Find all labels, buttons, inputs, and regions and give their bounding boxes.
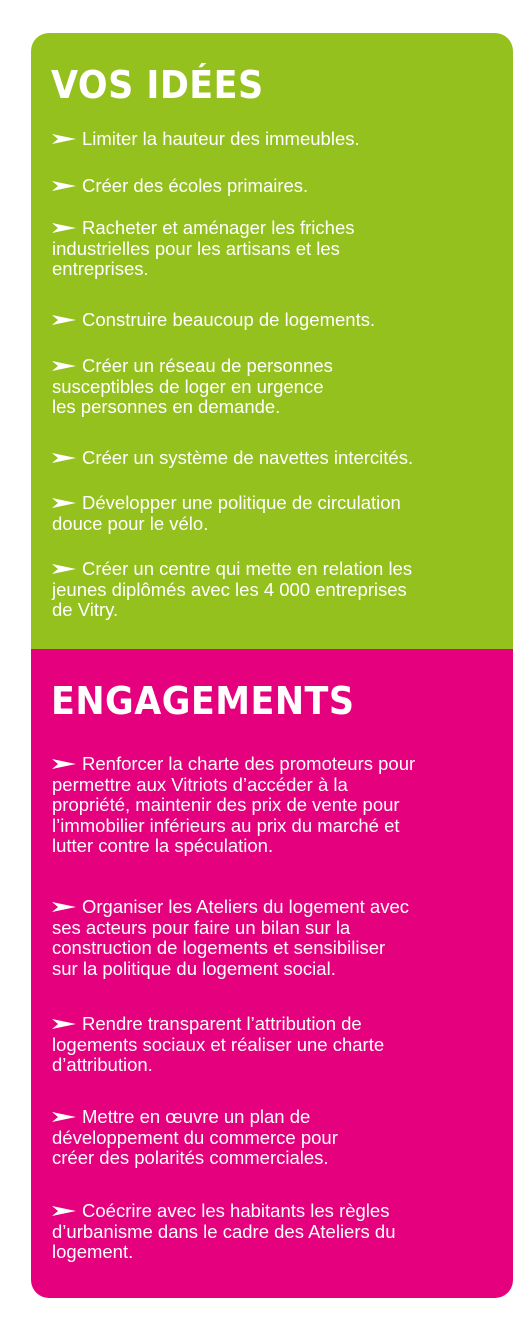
- arrow-right-icon: [52, 361, 76, 371]
- idea-text: Construire beaucoup de logements.: [82, 309, 376, 330]
- idea-item: [52, 356, 504, 418]
- arrow-right-icon: [52, 181, 76, 191]
- idea-item: [52, 176, 504, 197]
- idea-item: [52, 310, 504, 331]
- engagement-text: Mettre en œuvre un plan de développement du commerce pour créer des polarités commerciales.: [52, 1106, 338, 1168]
- engagements-title: ENGAGEMENTS: [51, 679, 355, 723]
- idea-item: [52, 493, 504, 534]
- engagement-item: [52, 1201, 504, 1263]
- engagement-item: [52, 1014, 504, 1076]
- idea-text: Racheter et aménager les friches industrielles pour les artisans et les entreprises.: [52, 217, 355, 279]
- arrow-right-icon: [52, 564, 76, 574]
- engagement-text: Organiser les Ateliers du logement avec ses acteurs pour faire un bilan sur la construction de logements et sensibiliser sur la politique du logement social.: [52, 896, 410, 979]
- ideas-title: VOS IDÉES: [51, 63, 264, 107]
- engagement-text: Renforcer la charte des promoteurs pour permettre aux Vitriots d’accéder à la propriété, maintenir des prix de vente pour l’immobilier inférieurs au prix du marché et lutter contre la spéculation.: [52, 753, 416, 856]
- engagement-text: Rendre transparent l’attribution de logements sociaux et réaliser une charte d’attribution.: [52, 1013, 385, 1075]
- engagement-item: [52, 897, 504, 979]
- arrow-right-icon: [52, 1019, 76, 1029]
- arrow-right-icon: [52, 902, 76, 912]
- idea-text: Créer un centre qui mette en relation les jeunes diplômés avec les 4 000 entreprises de Vitry.: [52, 558, 413, 620]
- arrow-right-icon: [52, 453, 76, 463]
- engagement-text: Coécrire avec les habitants les règles d’urbanisme dans le cadre des Ateliers du logement.: [52, 1200, 396, 1262]
- idea-text: Créer un système de navettes intercités.: [82, 447, 414, 468]
- info-card: [31, 33, 513, 1298]
- idea-text: Créer des écoles primaires.: [82, 175, 309, 196]
- idea-text: Limiter la hauteur des immeubles.: [82, 128, 360, 149]
- idea-item: [52, 559, 504, 621]
- arrow-right-icon: [52, 1112, 76, 1122]
- engagement-item: [52, 1107, 504, 1169]
- engagements-section: [31, 649, 513, 1298]
- arrow-right-icon: [52, 498, 76, 508]
- engagement-item: [52, 754, 504, 857]
- idea-text: Développer une politique de circulation douce pour le vélo.: [52, 492, 401, 534]
- arrow-right-icon: [52, 223, 76, 233]
- arrow-right-icon: [52, 759, 76, 769]
- idea-item: [52, 129, 504, 150]
- idea-text: Créer un réseau de personnes susceptibles de loger en urgence les personnes en demande.: [52, 355, 333, 417]
- idea-item: [52, 448, 504, 469]
- ideas-section: [31, 33, 513, 649]
- arrow-right-icon: [52, 1206, 76, 1216]
- idea-item: [52, 218, 504, 280]
- arrow-right-icon: [52, 315, 76, 325]
- arrow-right-icon: [52, 134, 76, 144]
